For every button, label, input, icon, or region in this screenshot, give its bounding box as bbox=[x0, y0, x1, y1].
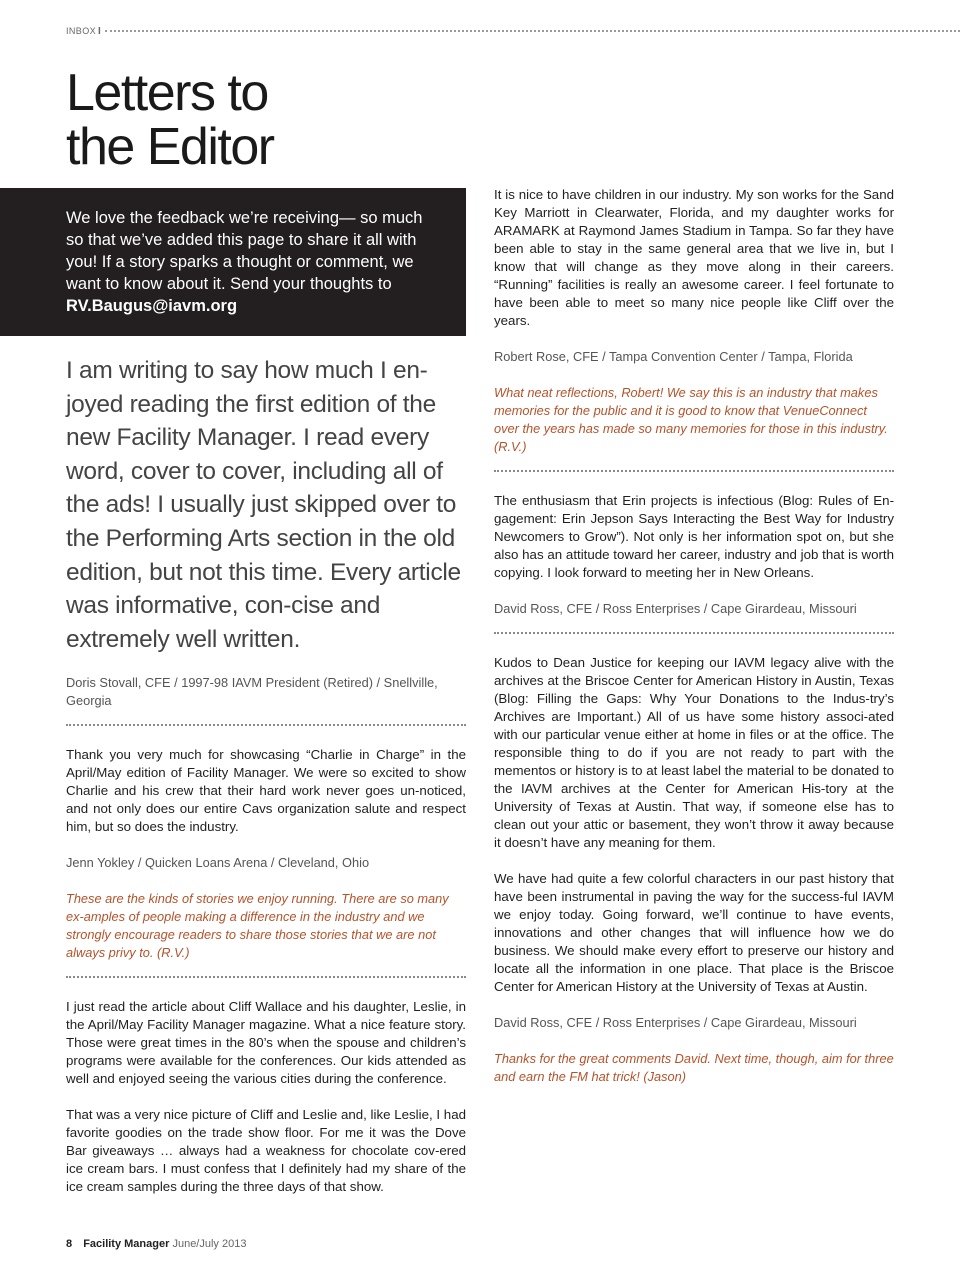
dotted-divider bbox=[66, 724, 466, 726]
page-title-line1: Letters to bbox=[66, 64, 268, 122]
pull-quote: I am writing to say how much I en-joyed reading the first edition of the new Facility Manager. I read every word, cover to cover, including all of the ads! I usually just skipped over to the Performing Arts section in the old edition, but not this time. Every article was informative, con-cise and extremely well written. bbox=[66, 357, 461, 653]
section-bar: I bbox=[98, 25, 101, 37]
page-footer bbox=[66, 1238, 246, 1250]
letter-body: Thank you very much for showcasing “Charlie in Charge” in the April/May edition of Facility Manager. We were so excited to show Charlie and his crew that their hard work never goes un-noticed, and not only does our entire Cavs organization salute and respect him, but so does the industry. bbox=[66, 747, 466, 835]
editor-reply: These are the kinds of stories we enjoy running. There are so many ex-amples of people making a difference in the industry and we strongly encourage readers to share those stories that we are not always privy to. (R.V.) bbox=[66, 891, 449, 961]
letter-body: It is nice to have children in our industry. My son works for the Sand Key Marriott in Clearwater, Florida, and my daughter works for ARAMARK at Raymond James Stadium in Tampa. So far they have been able to stay in the same general area that we live in, but I know that will change as they move along in their careers. “Running” facilities is really an awesome career. I feel fortunate to have been able to meet so many nice people like Cliff over the years. bbox=[494, 187, 894, 328]
letter-body: The enthusiasm that Erin projects is infectious (Blog: Rules of En-gagement: Erin Jepson Says Interacting the Best Way for Industry Newcomers to Grow”). Not only is her information spot on, but she also has an attitude toward her career, industry and job that is worth copying. I look forward to meeting her in New Orleans. bbox=[494, 493, 894, 580]
letter-signature: Jenn Yokley / Quicken Loans Arena / Cleveland, Ohio bbox=[66, 855, 370, 871]
issue-date: June/July 2013 bbox=[172, 1238, 247, 1250]
intro-box bbox=[0, 188, 466, 336]
letter-signature: Robert Rose, CFE / Tampa Convention Center / Tampa, Florida bbox=[494, 349, 853, 364]
magazine-name: Facility Manager bbox=[83, 1238, 170, 1250]
section-header bbox=[66, 24, 960, 38]
page-title bbox=[66, 66, 466, 174]
dotted-divider bbox=[494, 470, 894, 472]
editor-email-link[interactable]: RV.Baugus@iavm.org bbox=[66, 297, 238, 315]
dotted-divider bbox=[66, 976, 466, 978]
section-label: INBOX bbox=[66, 26, 97, 36]
page-number: 8 bbox=[66, 1238, 73, 1250]
editor-reply: What neat reflections, Robert! We say this is an industry that makes memories for the public and it is good to know that VenueConnect over the years has made so many memories for those in this industry. (R.V.) bbox=[494, 385, 888, 454]
right-column bbox=[494, 186, 894, 1086]
page-title-line2: the Editor bbox=[66, 118, 274, 176]
letter-body: I just read the article about Cliff Wallace and his daughter, Leslie, in the April/May Facility Manager magazine. What a nice feature story. Those were great times in the 80’s when the spouse and children’s programs were available for the conferences. Our kids attended as well and enjoyed seeing the various cities during the conference. bbox=[66, 999, 466, 1087]
letter-signature: David Ross, CFE / Ross Enterprises / Cape Girardeau, Missouri bbox=[494, 601, 857, 616]
letter-body: Kudos to Dean Justice for keeping our IAVM legacy alive with the archives at the Briscoe Center for American History in Austin, Texas (Blog: Filling the Gaps: Why Your Donations to the Indus-try’s Archives are Important.) All of us have some history associ-ated with our particular venue either at home in files or at the office. The responsible thing to do if you are not ready to part with the mementos or history is to at least label the material to be donated to the IAVM archives at the Center for American His-tory at the University of Texas at Austin. That way, if someone else has to clean out your attic or basement, they won’t throw it away because it doesn’t have any meaning for them. bbox=[494, 655, 894, 850]
left-column bbox=[66, 354, 466, 1196]
editor-reply: Thanks for the great comments David. Next time, though, aim for three and earn the FM hat trick! (Jason) bbox=[494, 1051, 894, 1084]
letter-signature: Doris Stovall, CFE / 1997-98 IAVM President (Retired) / Snellville, Georgia bbox=[66, 675, 438, 709]
dotted-divider bbox=[494, 632, 894, 634]
section-dots-divider bbox=[105, 30, 960, 32]
letter-body: We have had quite a few colorful characters in our past history that have been instrumental in paving the way for the success-ful IAVM we enjoy today. Going forward, we’ll continue to have events, innovations and other changes that will influence how we do business. We should make every effort to preserve our history and locate all the information in one place. That place is the Briscoe Center for American History at the University of Texas at Austin. bbox=[494, 871, 894, 994]
intro-text: We love the feedback we’re receiving— so much so that we’ve added this page to share it all with you! If a story sparks a thought or comment, we want to know about it. Send your thoughts to bbox=[66, 209, 423, 293]
letter-body: That was a very nice picture of Cliff and Leslie and, like Leslie, I had favorite goodies on the trade show floor. For me it was the Dove Bar giveaways … always had a weakness for chocolate cov-ered ice cream bars. I must confess that I definitely had my share of the ice cream samples during the three days of that show. bbox=[66, 1107, 466, 1195]
letter-signature: David Ross, CFE / Ross Enterprises / Cape Girardeau, Missouri bbox=[494, 1015, 857, 1030]
